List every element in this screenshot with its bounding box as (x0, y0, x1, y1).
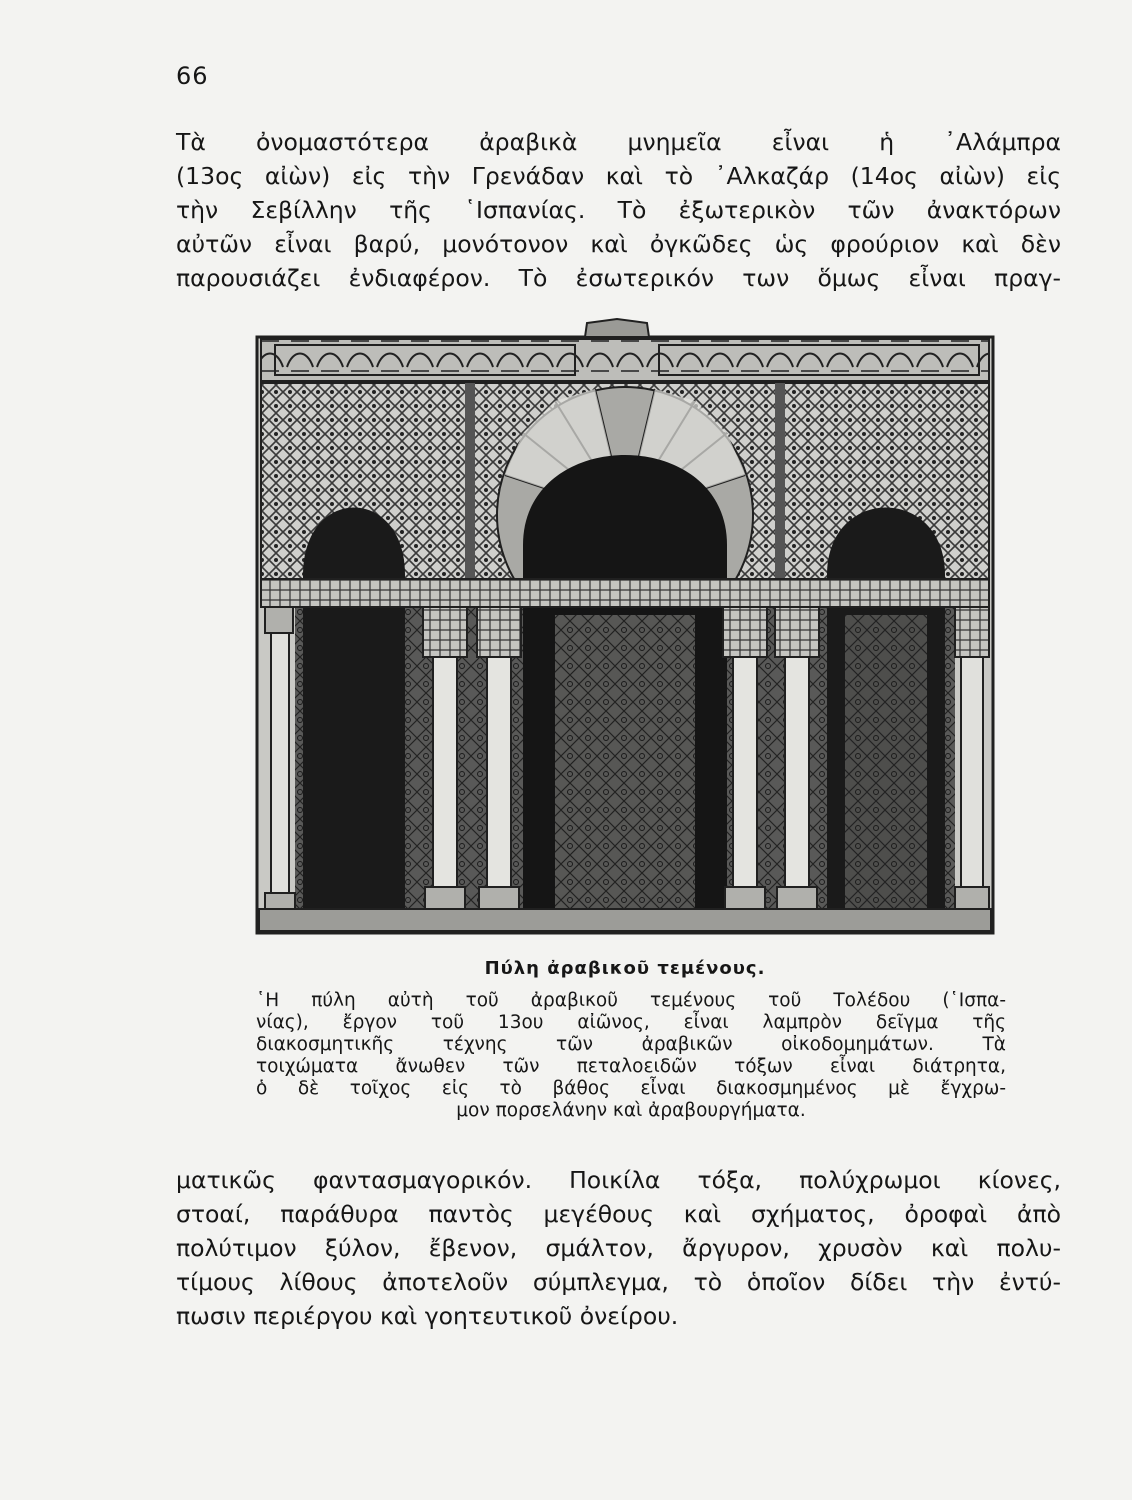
paragraph-line: ματικῶς φαντασμαγορικόν. Ποικίλα τόξα, πολύχρωμοι κίονες, (176, 1166, 1061, 1194)
mosque-gate-illustration (255, 315, 995, 935)
caption-line: ὁ δὲ τοῖχος εἰς τὸ βάθος εἶναι διακοσμημένος μὲ ἔγχρω- (256, 1078, 1006, 1099)
paragraph-line: τὴν Σεβίλλην τῆς ῾Ισπανίας. Τὸ ἐξωτερικὸν τῶν ἀνακτόρων (176, 196, 1061, 224)
paragraph-line: τίμους λίθους ἀποτελοῦν σύμπλεγμα, τὸ ὁποῖον δίδει τὴν ἐντύ- (176, 1268, 1061, 1296)
paragraph-line: πωσιν περιέργου καὶ γοητευτικοῦ ὀνείρου. (176, 1302, 679, 1330)
figure-caption-body (256, 990, 1006, 1122)
figure-caption-title: Πύλη ἀραβικοῦ τεμένους. (484, 958, 766, 979)
paragraph-line: (13ος αἰὼν) εἰς τὴν Γρενάδαν καὶ τὸ ᾿Αλκαζάρ (14ος αἰὼν) εἰς (176, 162, 1061, 190)
caption-line: μον πορσελάνην καὶ ἀραβουργήματα. (456, 1100, 806, 1121)
caption-line: τοιχώματα ἄνωθεν τῶν πεταλοειδῶν τόξων εἶναι διάτρητα, (256, 1056, 1006, 1077)
paragraph-top (176, 125, 1061, 295)
paragraph-line: Τὰ ὀνομαστότερα ἀραβικὰ μνημεῖα εἶναι ἡ ᾿Αλάμπρα (176, 128, 1061, 156)
paragraph-line: στοαί, παράθυρα παντὸς μεγέθους καὶ σχήματος, ὀροφαὶ ἀπὸ (176, 1200, 1061, 1228)
paragraph-bottom (176, 1163, 1061, 1333)
caption-line: διακοσμητικῆς τέχνης τῶν ἀραβικῶν οἰκοδομημάτων. Τὰ (256, 1034, 1006, 1055)
paragraph-line: πολύτιμον ξύλον, ἔβενον, σμάλτον, ἄργυρον, χρυσὸν καὶ πολυ- (176, 1234, 1061, 1262)
page-number: 66 (176, 62, 209, 90)
caption-line: νίας), ἔργον τοῦ 13ου αἰῶνος, εἶναι λαμπρὸν δεῖγμα τῆς (256, 1012, 1006, 1033)
caption-line: ῾Η πύλη αὐτὴ τοῦ ἀραβικοῦ τεμένους τοῦ Τολέδου (῾Ισπα- (256, 990, 1006, 1011)
paragraph-line: παρουσιάζει ἐνδιαφέρον. Τὸ ἐσωτερικόν των ὅμως εἶναι πραγ- (176, 264, 1061, 292)
paragraph-line: αὐτῶν εἶναι βαρύ, μονότονον καὶ ὀγκῶδες ὡς φρούριον καὶ δὲν (176, 230, 1061, 258)
